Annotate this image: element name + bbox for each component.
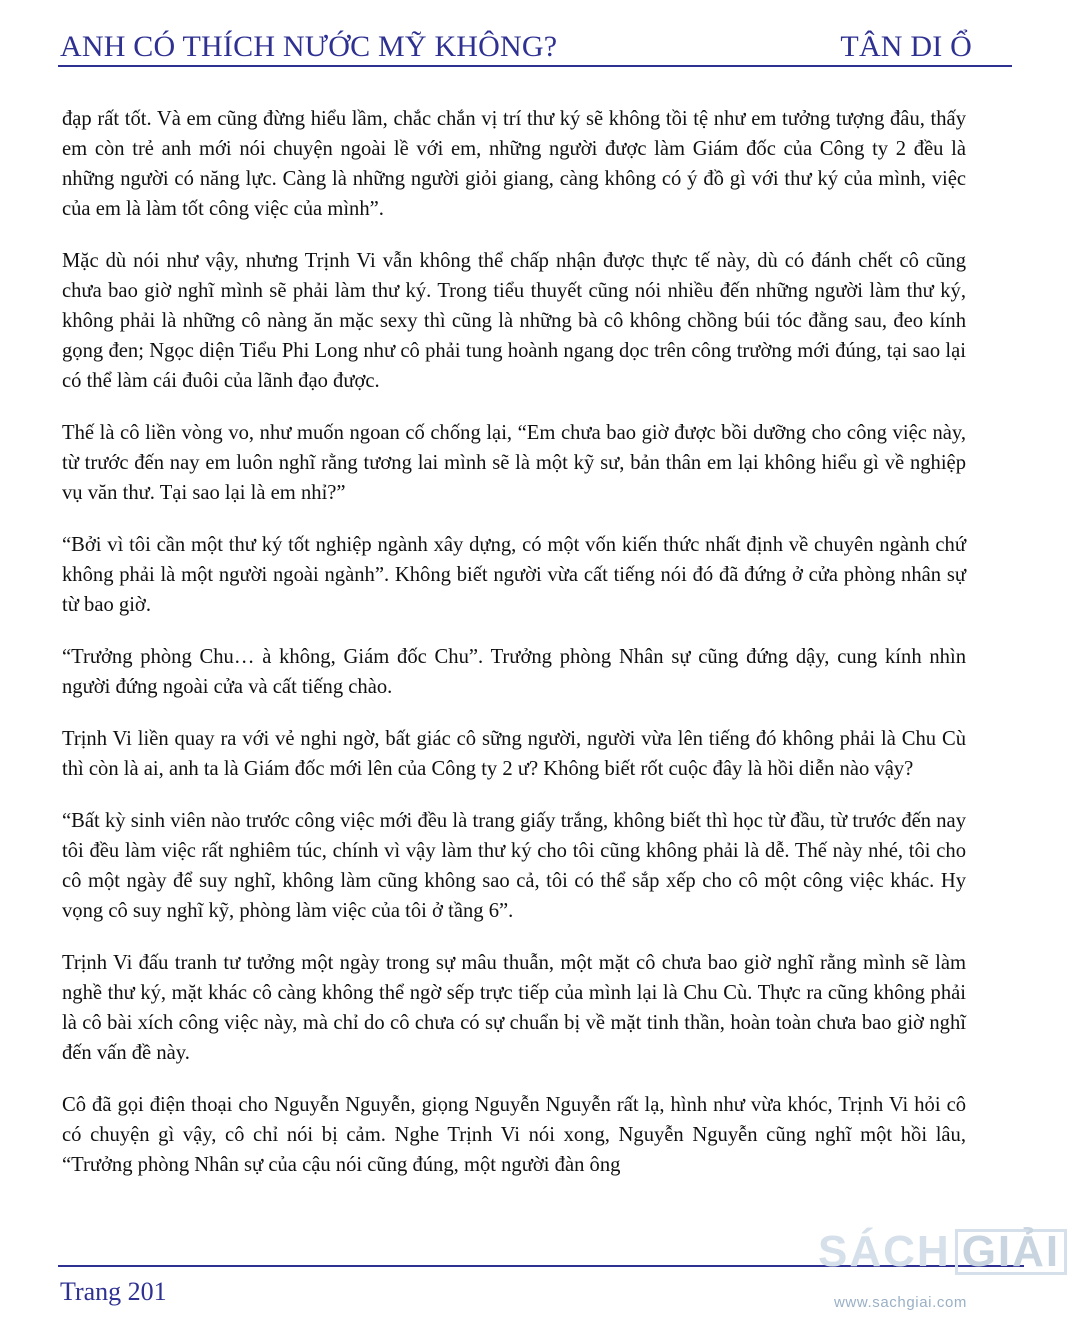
header-divider (58, 65, 1012, 67)
paragraph: đạp rất tốt. Và em cũng đừng hiểu lầm, chắc chắn vị trí thư ký sẽ không tồi tệ như em tưởng tượng đâu, thấy em còn trẻ anh mới nói chuyện ngoài lề với em, những người được làm Giám đốc của Công ty 2 đều là những người có năng lực. Càng là những người giỏi giang, càng không có ý đồ gì với thư ký của mình, việc của em là làm tốt công việc của mình”. (62, 108, 966, 220)
book-title: ANH CÓ THÍCH NƯỚC MỸ KHÔNG? (60, 30, 558, 63)
paragraph: Cô đã gọi điện thoại cho Nguyễn Nguyễn, giọng Nguyễn Nguyễn rất lạ, hình như vừa khóc, Trịnh Vi hỏi cô có chuyện gì vậy, cô chỉ nói bị cảm. Nghe Trịnh Vi nói xong, Nguyễn Nguyễn cũng nghĩ một hồi lâu, “Trưởng phòng Nhân sự của cậu nói cũng đúng, một người đàn ông (62, 1094, 966, 1176)
paragraph: “Bởi vì tôi cần một thư ký tốt nghiệp ngành xây dựng, có một vốn kiến thức nhất định về chuyên ngành chứ không phải là một người ngoài ngành”. Không biết người vừa cất tiếng nói đó đã đứng ở cửa phòng nhân sự từ bao giờ. (62, 534, 966, 616)
page-number: Trang 201 (60, 1277, 167, 1306)
paragraph: “Bất kỳ sinh viên nào trước công việc mới đều là trang giấy trắng, không biết thì học từ đầu, từ trước đến nay tôi đều làm việc rất nghiêm túc, chính vì vậy làm thư ký cho tôi cũng không phải là dễ. Thế này nhé, tôi cho cô một ngày để suy nghĩ, không làm cũng không sao cả, tôi có thể sắp xếp cho cô một công việc khác. Hy vọng cô suy nghĩ kỹ, phòng làm việc của tôi ở tầng 6”. (62, 810, 966, 922)
author-name: TÂN DI Ổ (840, 30, 972, 63)
paragraph: “Trưởng phòng Chu… à không, Giám đốc Chu”. Trưởng phòng Nhân sự cũng đứng dậy, cung kính nhìn người đứng ngoài cửa và cất tiếng chào. (62, 646, 966, 698)
watermark-logo-text: SÁCH (818, 1227, 951, 1276)
watermark-logo-box: GIẢI (955, 1229, 1067, 1275)
paragraph: Thế là cô liền vòng vo, như muốn ngoan cố chống lại, “Em chưa bao giờ được bồi dưỡng cho công việc này, từ trước đến nay em luôn nghĩ rằng tương lai mình sẽ là một kỹ sư, bản thân em lại không hiểu gì về nghiệp vụ văn thư. Tại sao lại là em nhỉ?” (62, 422, 966, 504)
paragraph: Trịnh Vi liền quay ra với vẻ nghi ngờ, bất giác cô sững người, người vừa lên tiếng đó không phải là Chu Cù thì còn là ai, anh ta là Giám đốc mới lên của Công ty 2 ư? Không biết rốt cuộc đây là hồi diễn nào vậy? (62, 728, 966, 780)
watermark-logo (818, 1227, 1061, 1276)
page-header (60, 22, 972, 62)
watermark-url: www.sachgiai.com (834, 1294, 967, 1311)
page-body (62, 104, 966, 1202)
paragraph: Mặc dù nói như vậy, nhưng Trịnh Vi vẫn không thể chấp nhận được thực tế này, dù có đánh chết cô cũng chưa bao giờ nghĩ mình sẽ phải làm thư ký. Trong tiểu thuyết cũng nói nhiều đến những người làm thư ký, không phải là những cô nàng ăn mặc sexy thì cũng là những bà cô không chồng búi tóc đằng sau, đeo kính gọng đen; Ngọc diện Tiểu Phi Long như cô phải tung hoành ngang dọc trên công trường mới đúng, tại sao lại có thể làm cái đuôi của lãnh đạo được. (62, 250, 966, 392)
paragraph: Trịnh Vi đấu tranh tư tưởng một ngày trong sự mâu thuẫn, một mặt cô chưa bao giờ nghĩ rằng mình sẽ làm nghề thư ký, mặt khác cô càng không thể ngờ sếp trực tiếp của mình lại là Chu Cù. Thực ra cũng không phải là cô bài xích công việc này, mà chỉ do cô chưa có sự chuẩn bị về mặt tinh thần, hoàn toàn chưa bao giờ nghĩ đến vấn đề này. (62, 952, 966, 1064)
